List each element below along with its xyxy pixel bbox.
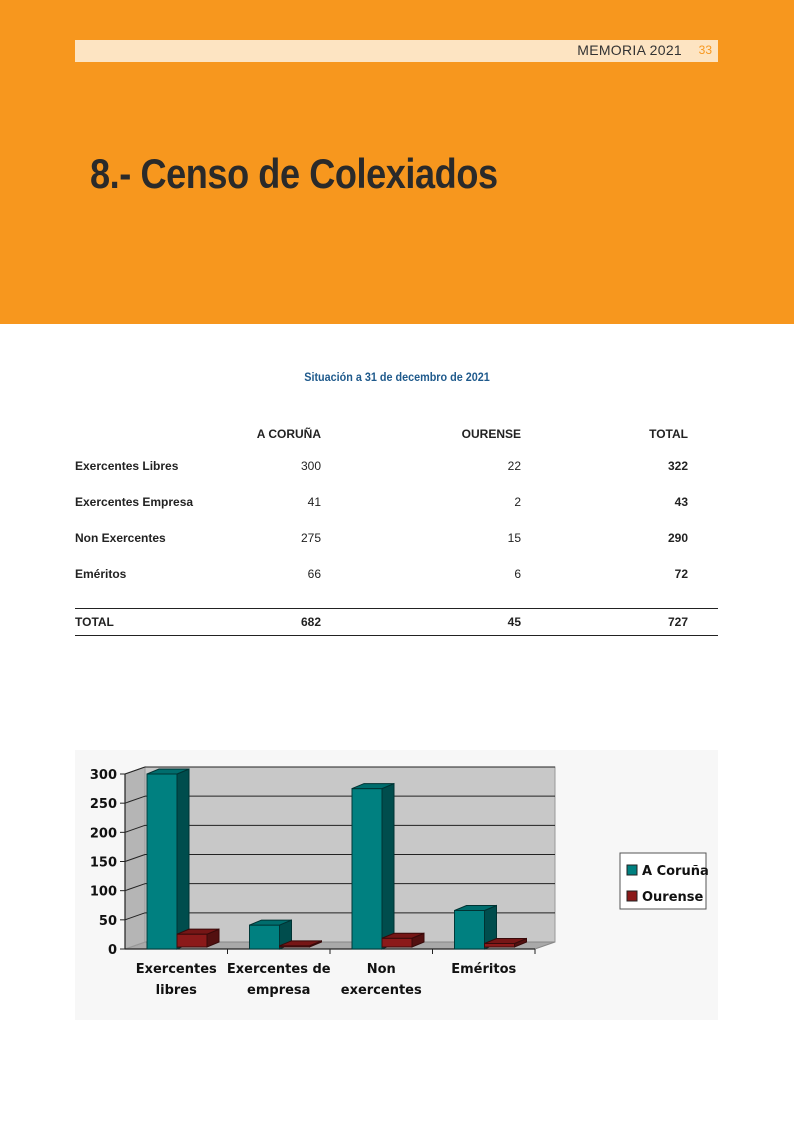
table-spacer [75,592,718,609]
x-category-label: Eméritos [451,962,517,977]
cell-ourense: 2 [514,495,521,509]
bar-front [250,925,280,949]
x-category-label: libres [155,983,197,998]
row-label: Non Exercentes [75,531,166,545]
y-tick-label: 250 [89,797,117,813]
table-row [75,484,718,520]
table-subtitle: Situación a 31 de decembro de 2021 [304,370,490,384]
chart-svg [75,750,718,1020]
bar-front [352,789,382,949]
cell-total: 43 [674,495,688,509]
bar-side [382,784,394,949]
y-tick-label: 150 [89,855,117,871]
column-header: OURENSE [461,427,521,441]
cell-ourense: 6 [514,567,521,581]
x-category-label: Non [366,962,396,977]
cell-a-coruna: 682 [235,609,321,636]
row-label: Exercentes Libres [75,459,179,473]
y-tick-label: 0 [107,943,117,958]
table-total-row [75,609,718,636]
bar-side [177,769,189,949]
x-category-label: empresa [247,983,311,998]
bar-chart [75,750,718,1020]
column-header: TOTAL [649,427,688,441]
column-header: A CORUÑA [256,427,321,441]
bar-front [455,911,485,950]
bar-front [382,938,412,947]
header-banner [0,0,794,324]
y-tick-label: 300 [89,768,117,783]
cell-a-coruna: 41 [307,495,321,509]
y-tick-label: 50 [98,913,117,929]
x-category-label: Exercentes [135,962,217,977]
cell-total: 290 [667,531,688,545]
row-label: Exercentes Empresa [75,495,194,509]
y-tick-label: 200 [89,826,117,842]
page-number: 33 [698,43,712,57]
cell-ourense: 45 [321,609,521,636]
bar-front [485,944,515,948]
page-title: 8.- Censo de Colexiados [90,150,498,197]
row-label: Eméritos [75,567,127,581]
legend-swatch [627,891,637,901]
cell-a-coruna: 66 [307,567,321,581]
cell-total: 322 [667,459,688,473]
cell-a-coruna: 300 [300,459,321,473]
table-row [75,448,718,484]
cell-total: 72 [674,567,688,581]
x-category-label: Exercentes de [226,962,331,977]
header-title: MEMORIA 2021 [577,42,682,58]
column-header [75,420,235,448]
cell-a-coruna: 275 [300,531,321,545]
bar-front [147,774,177,949]
cell-total: 727 [521,609,718,636]
row-label: TOTAL [75,609,235,636]
running-header [75,40,718,62]
cell-ourense: 15 [507,531,521,545]
table-header-row [75,420,718,448]
x-category-label: exercentes [340,983,422,998]
bar-front [177,934,207,947]
table-row [75,520,718,556]
legend-label: Ourense [642,890,704,905]
legend-swatch [627,865,637,875]
table-row [75,556,718,592]
y-tick-label: 100 [89,884,117,900]
census-table [75,420,718,636]
legend-label: A Coruña [642,864,709,879]
cell-ourense: 22 [507,459,521,473]
